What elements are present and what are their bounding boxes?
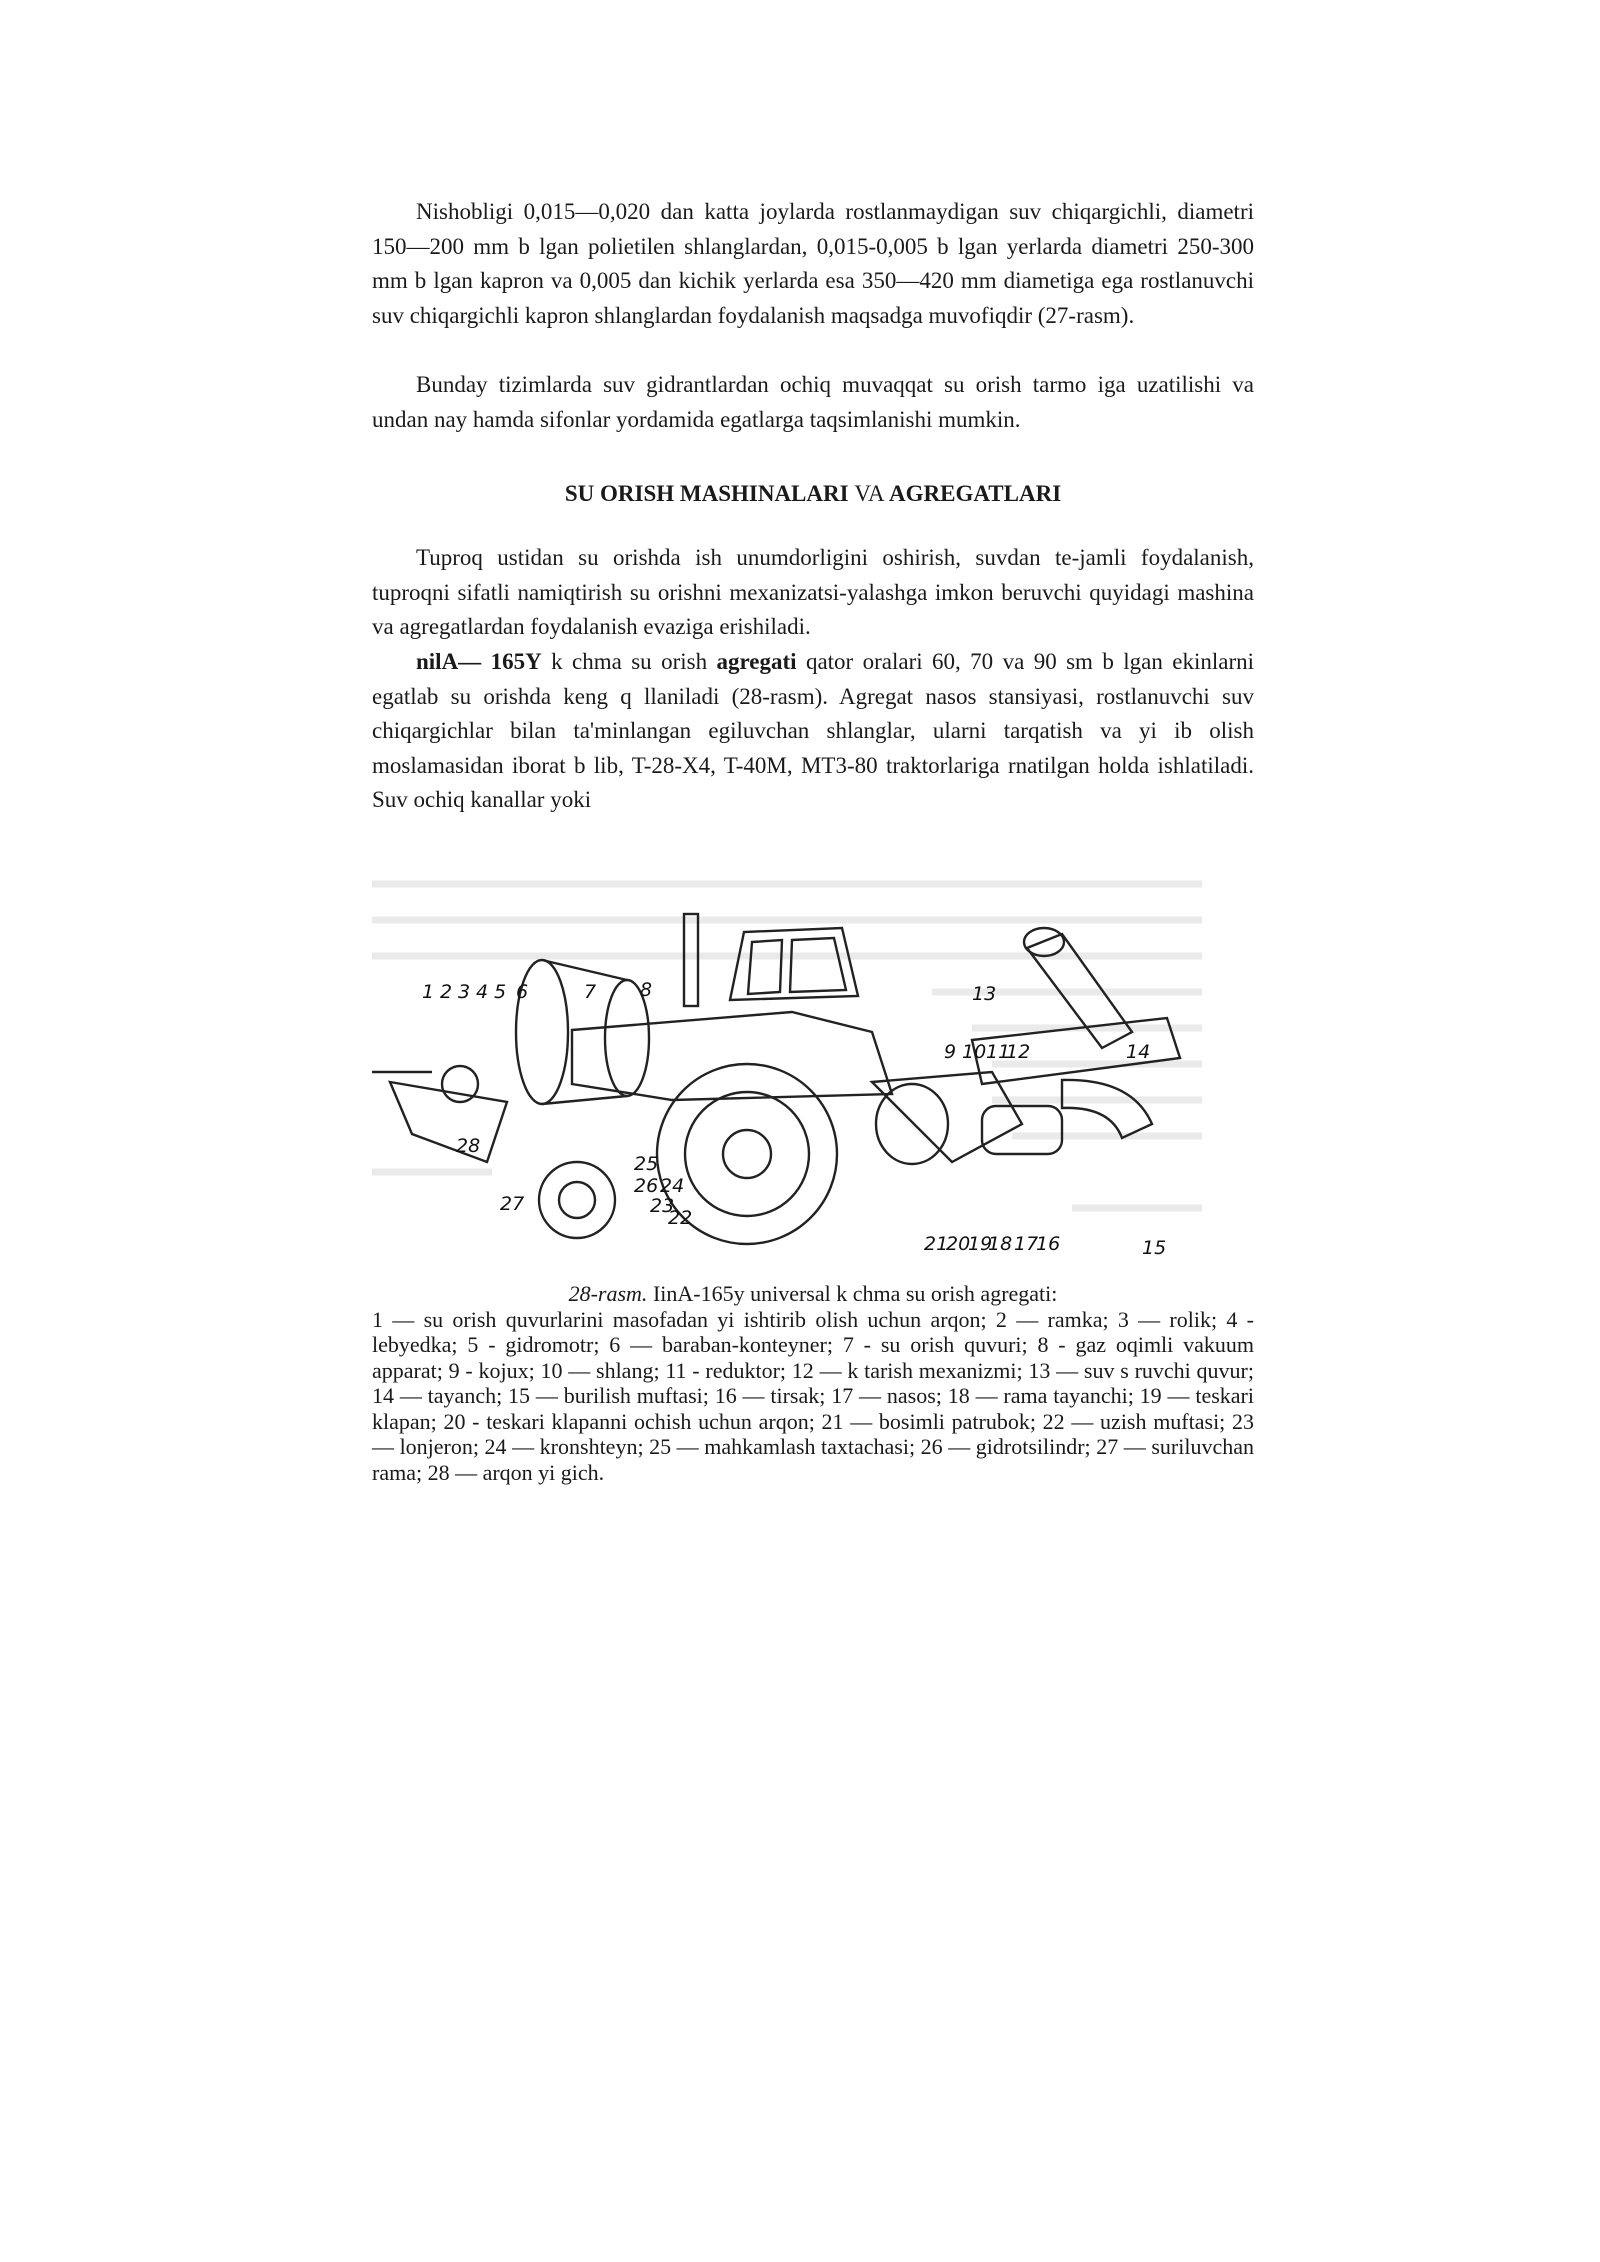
figure-label-7: 7: [584, 981, 597, 1003]
figure-label-10: 10: [962, 1041, 987, 1063]
tractor-figure: [372, 862, 1220, 1264]
figure-label-14: 14: [1126, 1041, 1151, 1063]
figure-label-13: 13: [972, 983, 997, 1005]
figure-label-24: 24: [660, 1175, 685, 1197]
heading-part-1: SU ORISH MASHINALARI: [564, 481, 855, 506]
figure-label-1: 1: [422, 981, 435, 1003]
figure-label-3: 3: [458, 981, 471, 1003]
figure-label-25: 25: [634, 1153, 659, 1175]
figure-label-21: 21: [924, 1233, 949, 1255]
paragraph-4-mid: k chma su orish: [541, 649, 717, 674]
figure-label-2: 2: [440, 981, 453, 1003]
figure-label-12: 12: [1006, 1041, 1031, 1063]
caption-title-text: IinA-165y universal k chma su orish agregati:: [647, 1281, 1058, 1306]
figure-label-20: 20: [946, 1233, 971, 1255]
figure-label-16: 16: [1036, 1233, 1061, 1255]
text-block-4: [372, 645, 1254, 818]
text-block-intro: [372, 195, 1254, 333]
figure-label-27: 27: [500, 1193, 525, 1215]
figure-label-8: 8: [640, 979, 653, 1001]
figure-label-9: 9: [944, 1041, 957, 1063]
tractor-illustration: [372, 862, 1220, 1264]
text-block-2: [372, 368, 1254, 437]
agregat-word: agregati: [716, 649, 797, 674]
figure-label-18: 18: [988, 1233, 1013, 1255]
figure-label-28: 28: [456, 1135, 481, 1157]
part-labels: [422, 979, 1166, 1259]
paragraph-4: [372, 645, 1254, 818]
caption-label: 28-rasm.: [568, 1281, 648, 1306]
figure-label-15: 15: [1142, 1237, 1167, 1259]
caption-title: [372, 1281, 1254, 1307]
figure-label-19: 19: [968, 1233, 993, 1255]
heading-part-3: AGREGATLARI: [884, 481, 1062, 506]
figure-label-5: 5: [494, 981, 507, 1003]
figure-caption: [372, 1281, 1254, 1485]
figure-label-11: 11: [986, 1041, 1011, 1063]
section-heading: [372, 477, 1254, 511]
paragraph-3: Tuproq ustidan su orishda ish unumdorligini oshirish, suvdan te-jamli foydalanish, tuproqni sifatli namiqtirish su orishni mexanizatsi-yalashga imkon beruvchi quyidagi mashina va agregatlardan foydalanish evaziga erishiladi.: [372, 545, 1254, 639]
figure-label-6: 6: [516, 981, 529, 1003]
tractor-drawing: [372, 914, 1180, 1244]
paragraph-2: Bunday tizimlarda suv gidrantlardan ochiq muvaqqat su orish tarmo iga uzatilishi va undan nay hamda sifonlar yordamida egatlarga taqsimlanishi mumkin.: [372, 372, 1254, 432]
paragraph-4-rest: qator oralari 60, 70 va 90 sm b lgan ekinlarni egatlab su orishda keng q llaniladi (28-rasm). Agregat nasos stansiyasi, rostlanuvchi suv chiqargichlar bilan ta'minlangan egiluvchan shlanglar, ularni tarqatish va yi ib olish moslamasidan iborat b lib, T-28-X4, T-40M, MT3-80 traktorlariga rnatilgan holda ishlatiladi. Suv ochiq kanallar yoki: [372, 649, 1254, 812]
figure-label-22: 22: [668, 1207, 693, 1229]
figure-label-17: 17: [1014, 1233, 1039, 1255]
paragraph-1: Nishobligi 0,015—0,020 dan katta joylarda rostlanmaydigan suv chiqargichli, diametri 150—200 mm b lgan polietilen shlanglardan, 0,015-0,005 b lgan yerlarda diametri 250-300 mm b lgan kapron va 0,005 dan kichik yerlarda esa 350—420 mm diametiga ega rostlanuvchi suv chiqargichli kapron shlanglardan foydalanish maqsadga muvofiqdir (27-rasm).: [372, 199, 1254, 328]
figure-label-26: 26: [634, 1175, 659, 1197]
caption-body: 1 — su orish quvurlarini masofadan yi ishtirib olish uchun arqon; 2 — ramka; 3 — rolik; 4 - lebyedka; 5 - gidromotr; 6 — baraban-konteyner; 7 - su orish quvuri; 8 - gaz oqimli vakuum apparat; 9 - kojux; 10 — shlang; 11 - reduktor; 12 — k tarish mexanizmi; 13 — suv s ruvchi quvur; 14 — tayanch; 15 — burilish muftasi; 16 — tirsak; 17 — nasos; 18 — rama tayanchi; 19 — teskari klapan; 20 - teskari klapanni ochish uchun arqon; 21 — bosimli patrubok; 22 — uzish muftasi; 23 — lonjeron; 24 — kronshteyn; 25 — mahkamlash taxtachasi; 26 — gidrotsilindr; 27 — suriluvchan rama; 28 — arqon yi gich.: [372, 1306, 1254, 1485]
figure-label-4: 4: [476, 981, 489, 1003]
bleed-through-text: [372, 884, 1202, 1208]
machine-name: nilA— 165Y: [416, 649, 542, 674]
heading-part-2: VA: [854, 481, 885, 506]
figure-label-23: 23: [650, 1195, 675, 1217]
text-block-3: [372, 541, 1254, 645]
